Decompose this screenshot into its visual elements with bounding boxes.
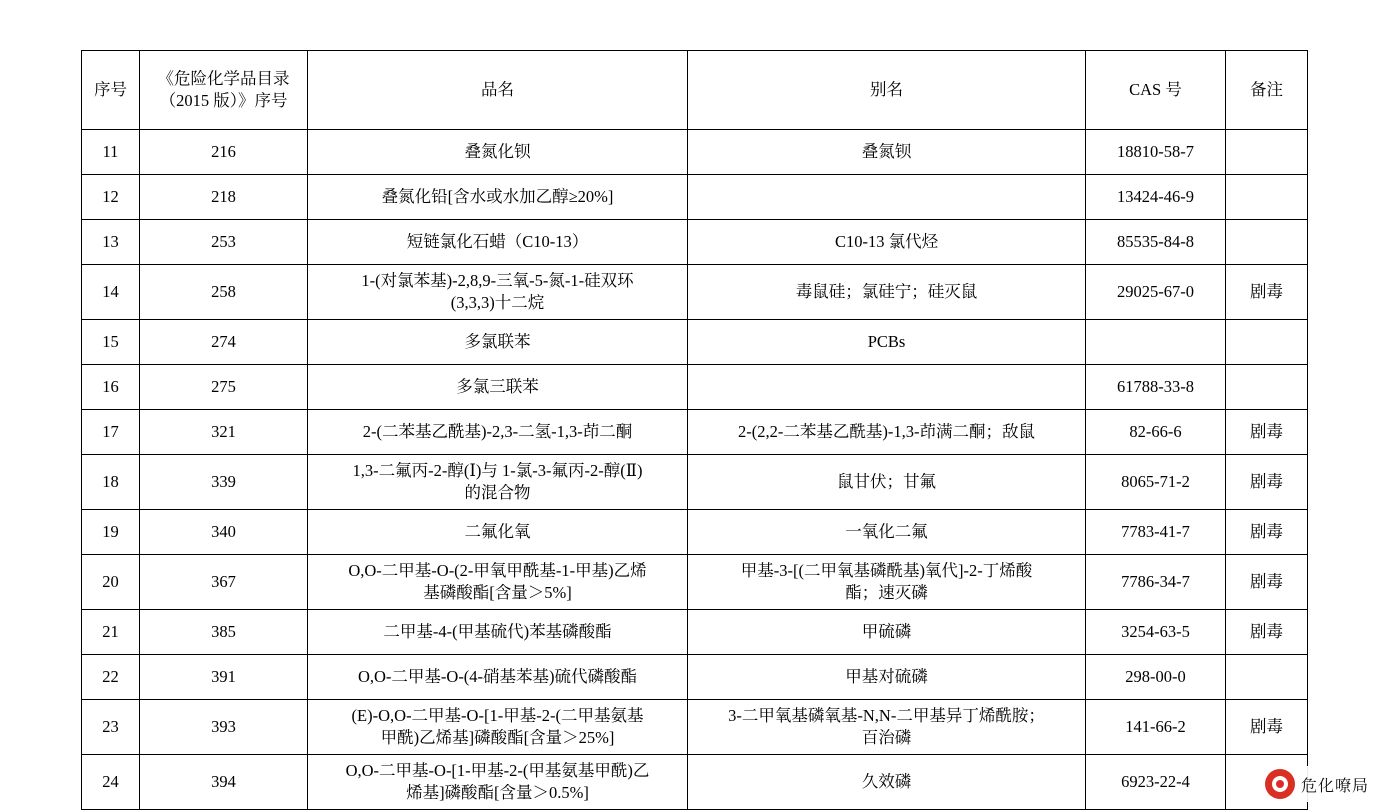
cell-alias bbox=[688, 175, 1086, 220]
table-row bbox=[82, 455, 1308, 510]
column-header-remark: 备注 bbox=[1226, 51, 1308, 130]
table-row bbox=[82, 655, 1308, 700]
cell-catalog-seq: 367 bbox=[140, 555, 308, 610]
cell-alias bbox=[688, 655, 1086, 700]
cell-cas: 13424-46-9 bbox=[1086, 175, 1226, 220]
cell-name-line2: 甲酰)乙烯基]磷酸酯[含量＞25%] bbox=[380, 728, 615, 747]
cell-name bbox=[308, 755, 688, 810]
cell-alias bbox=[688, 555, 1086, 610]
cell-remark bbox=[1226, 130, 1308, 175]
cell-name-line2: 基磷酸酯[含量＞5%] bbox=[423, 583, 572, 602]
table-row bbox=[82, 130, 1308, 175]
cell-name-line1: (E)-O,O-二甲基-O-[1-甲基-2-(二甲基氨基 bbox=[351, 705, 644, 725]
cell-alias bbox=[688, 365, 1086, 410]
cell-name-line1: 多氯联苯 bbox=[464, 331, 531, 351]
column-header-seq: 序号 bbox=[82, 51, 140, 130]
cell-alias bbox=[688, 455, 1086, 510]
cell-seq: 17 bbox=[82, 410, 140, 455]
cell-catalog-seq: 218 bbox=[140, 175, 308, 220]
table-row bbox=[82, 175, 1308, 220]
cell-alias bbox=[688, 610, 1086, 655]
table-header-row bbox=[82, 51, 1308, 130]
cell-alias-line1: 甲硫磷 bbox=[861, 621, 912, 641]
cell-seq: 16 bbox=[82, 365, 140, 410]
cell-name-line1: 1-(对氯苯基)-2,8,9-三氧-5-氮-1-硅双环 bbox=[361, 270, 634, 290]
cell-name bbox=[308, 455, 688, 510]
cell-alias-line1: 一氧化二氟 bbox=[845, 521, 928, 541]
table-row bbox=[82, 320, 1308, 365]
cell-alias-line1: 甲基对硫磷 bbox=[845, 666, 928, 686]
cell-name-line1: 多氯三联苯 bbox=[456, 376, 539, 396]
cell-catalog-seq: 340 bbox=[140, 510, 308, 555]
cell-cas: 7783-41-7 bbox=[1086, 510, 1226, 555]
cell-name-line1: 1,3-二氟丙-2-醇(Ⅰ)与 1-氯-3-氟丙-2-醇(Ⅱ) bbox=[352, 460, 643, 480]
cell-catalog-seq: 393 bbox=[140, 700, 308, 755]
cell-catalog-seq: 339 bbox=[140, 455, 308, 510]
cell-alias bbox=[688, 320, 1086, 365]
cell-remark bbox=[1226, 175, 1308, 220]
cell-catalog-seq: 275 bbox=[140, 365, 308, 410]
cell-remark: 剧毒 bbox=[1226, 455, 1308, 510]
table-row bbox=[82, 220, 1308, 265]
cell-alias-line1: 鼠甘伏；甘氟 bbox=[837, 471, 936, 491]
cell-alias bbox=[688, 130, 1086, 175]
cell-cas: 61788-33-8 bbox=[1086, 365, 1226, 410]
cell-alias-line1: 久效磷 bbox=[861, 771, 912, 791]
cell-alias-line2: 酯；速灭磷 bbox=[845, 583, 928, 602]
cell-alias bbox=[688, 265, 1086, 320]
table-row bbox=[82, 365, 1308, 410]
cell-name bbox=[308, 700, 688, 755]
cell-seq: 19 bbox=[82, 510, 140, 555]
cell-name bbox=[308, 555, 688, 610]
cell-alias-line1: 叠氮钡 bbox=[861, 141, 912, 161]
cell-alias bbox=[688, 410, 1086, 455]
cell-cas: 6923-22-4 bbox=[1086, 755, 1226, 810]
cell-alias-line1: 2-(2,2-二苯基乙酰基)-1,3-茚满二酮；敌鼠 bbox=[738, 421, 1035, 441]
cell-name bbox=[308, 510, 688, 555]
cell-name bbox=[308, 655, 688, 700]
cell-cas: 141-66-2 bbox=[1086, 700, 1226, 755]
cell-catalog-seq: 394 bbox=[140, 755, 308, 810]
cell-alias-line1: 3-二甲氧基磷氧基-N,N-二甲基异丁烯酰胺； bbox=[728, 705, 1045, 725]
cell-catalog-seq: 321 bbox=[140, 410, 308, 455]
cell-seq: 22 bbox=[82, 655, 140, 700]
column-header-catalog-seq-line1: 《危险化学品目录 bbox=[157, 68, 290, 88]
cell-alias-line2: 百治磷 bbox=[861, 728, 912, 747]
cell-remark: 剧毒 bbox=[1226, 555, 1308, 610]
column-header-catalog-seq bbox=[140, 51, 308, 130]
cell-alias bbox=[688, 755, 1086, 810]
cell-catalog-seq: 253 bbox=[140, 220, 308, 265]
cell-cas: 7786-34-7 bbox=[1086, 555, 1226, 610]
column-header-name: 品名 bbox=[308, 51, 688, 130]
cell-name-line2: 烯基]磷酸酯[含量＞0.5%] bbox=[406, 783, 589, 802]
cell-alias bbox=[688, 220, 1086, 265]
cell-cas: 3254-63-5 bbox=[1086, 610, 1226, 655]
cell-name-line1: O,O-二甲基-O-[1-甲基-2-(甲基氨基甲酰)乙 bbox=[345, 760, 650, 780]
cell-name bbox=[308, 220, 688, 265]
cell-name bbox=[308, 130, 688, 175]
cell-name bbox=[308, 175, 688, 220]
watermark-logo-icon bbox=[1265, 769, 1295, 799]
cell-catalog-seq: 274 bbox=[140, 320, 308, 365]
cell-cas: 298-00-0 bbox=[1086, 655, 1226, 700]
column-header-alias: 别名 bbox=[688, 51, 1086, 130]
cell-cas bbox=[1086, 320, 1226, 365]
cell-seq: 21 bbox=[82, 610, 140, 655]
cell-seq: 13 bbox=[82, 220, 140, 265]
cell-remark: 剧毒 bbox=[1226, 410, 1308, 455]
cell-cas: 82-66-6 bbox=[1086, 410, 1226, 455]
cell-seq: 15 bbox=[82, 320, 140, 365]
hazardous-chemicals-table bbox=[81, 50, 1308, 810]
table-row bbox=[82, 610, 1308, 655]
cell-alias bbox=[688, 510, 1086, 555]
cell-name bbox=[308, 320, 688, 365]
cell-name bbox=[308, 610, 688, 655]
cell-remark bbox=[1226, 320, 1308, 365]
cell-remark: 剧毒 bbox=[1226, 265, 1308, 320]
cell-name-line2: 的混合物 bbox=[464, 483, 531, 502]
cell-seq: 24 bbox=[82, 755, 140, 810]
cell-seq: 23 bbox=[82, 700, 140, 755]
cell-name-line2: (3,3,3)十二烷 bbox=[450, 293, 545, 312]
cell-cas: 8065-71-2 bbox=[1086, 455, 1226, 510]
cell-remark: 剧毒 bbox=[1226, 700, 1308, 755]
cell-catalog-seq: 385 bbox=[140, 610, 308, 655]
cell-seq: 12 bbox=[82, 175, 140, 220]
cell-name bbox=[308, 410, 688, 455]
cell-alias-line1: 毒鼠硅；氯硅宁；硅灭鼠 bbox=[795, 281, 978, 301]
table-row bbox=[82, 700, 1308, 755]
watermark bbox=[1259, 766, 1375, 802]
cell-catalog-seq: 216 bbox=[140, 130, 308, 175]
cell-remark: 剧毒 bbox=[1226, 610, 1308, 655]
cell-seq: 11 bbox=[82, 130, 140, 175]
cell-remark bbox=[1226, 655, 1308, 700]
cell-remark: 剧毒 bbox=[1226, 510, 1308, 555]
cell-remark bbox=[1226, 365, 1308, 410]
cell-cas: 85535-84-8 bbox=[1086, 220, 1226, 265]
table-row bbox=[82, 265, 1308, 320]
cell-name-line1: 短链氯化石蜡（C10-13） bbox=[406, 231, 589, 251]
cell-name-line1: 叠氮化钡 bbox=[464, 141, 531, 161]
watermark-label: 危化嘹局 bbox=[1300, 777, 1369, 795]
cell-name bbox=[308, 365, 688, 410]
cell-alias-line1: C10-13 氯代烃 bbox=[834, 231, 939, 251]
cell-name-line1: 二氟化氧 bbox=[464, 521, 531, 541]
table-row bbox=[82, 510, 1308, 555]
cell-alias-line1: PCBs bbox=[867, 331, 906, 351]
cell-seq: 20 bbox=[82, 555, 140, 610]
table-row bbox=[82, 410, 1308, 455]
cell-name-line1: 叠氮化铅[含水或水加乙醇≥20%] bbox=[381, 186, 614, 206]
table-header bbox=[82, 51, 1308, 130]
column-header-catalog-seq-line2: （2015 版）》序号 bbox=[159, 91, 288, 110]
cell-catalog-seq: 258 bbox=[140, 265, 308, 320]
cell-cas: 29025-67-0 bbox=[1086, 265, 1226, 320]
column-header-cas: CAS 号 bbox=[1086, 51, 1226, 130]
cell-name-line1: O,O-二甲基-O-(4-硝基苯基)硫代磷酸酯 bbox=[357, 666, 638, 686]
cell-cas: 18810-58-7 bbox=[1086, 130, 1226, 175]
cell-seq: 14 bbox=[82, 265, 140, 320]
cell-name bbox=[308, 265, 688, 320]
cell-name-line1: 二甲基-4-(甲基硫代)苯基磷酸酯 bbox=[383, 621, 612, 641]
table-body bbox=[82, 130, 1308, 810]
cell-name-line1: 2-(二苯基乙酰基)-2,3-二氢-1,3-茚二酮 bbox=[362, 421, 633, 441]
cell-seq: 18 bbox=[82, 455, 140, 510]
cell-remark bbox=[1226, 220, 1308, 265]
cell-catalog-seq: 391 bbox=[140, 655, 308, 700]
cell-alias-line1: 甲基-3-[(二甲氧基磷酰基)氧代]-2-丁烯酸 bbox=[740, 560, 1033, 580]
cell-name-line1: O,O-二甲基-O-(2-甲氧甲酰基-1-甲基)乙烯 bbox=[348, 560, 647, 580]
table-row bbox=[82, 555, 1308, 610]
cell-alias bbox=[688, 700, 1086, 755]
table-row bbox=[82, 755, 1308, 810]
